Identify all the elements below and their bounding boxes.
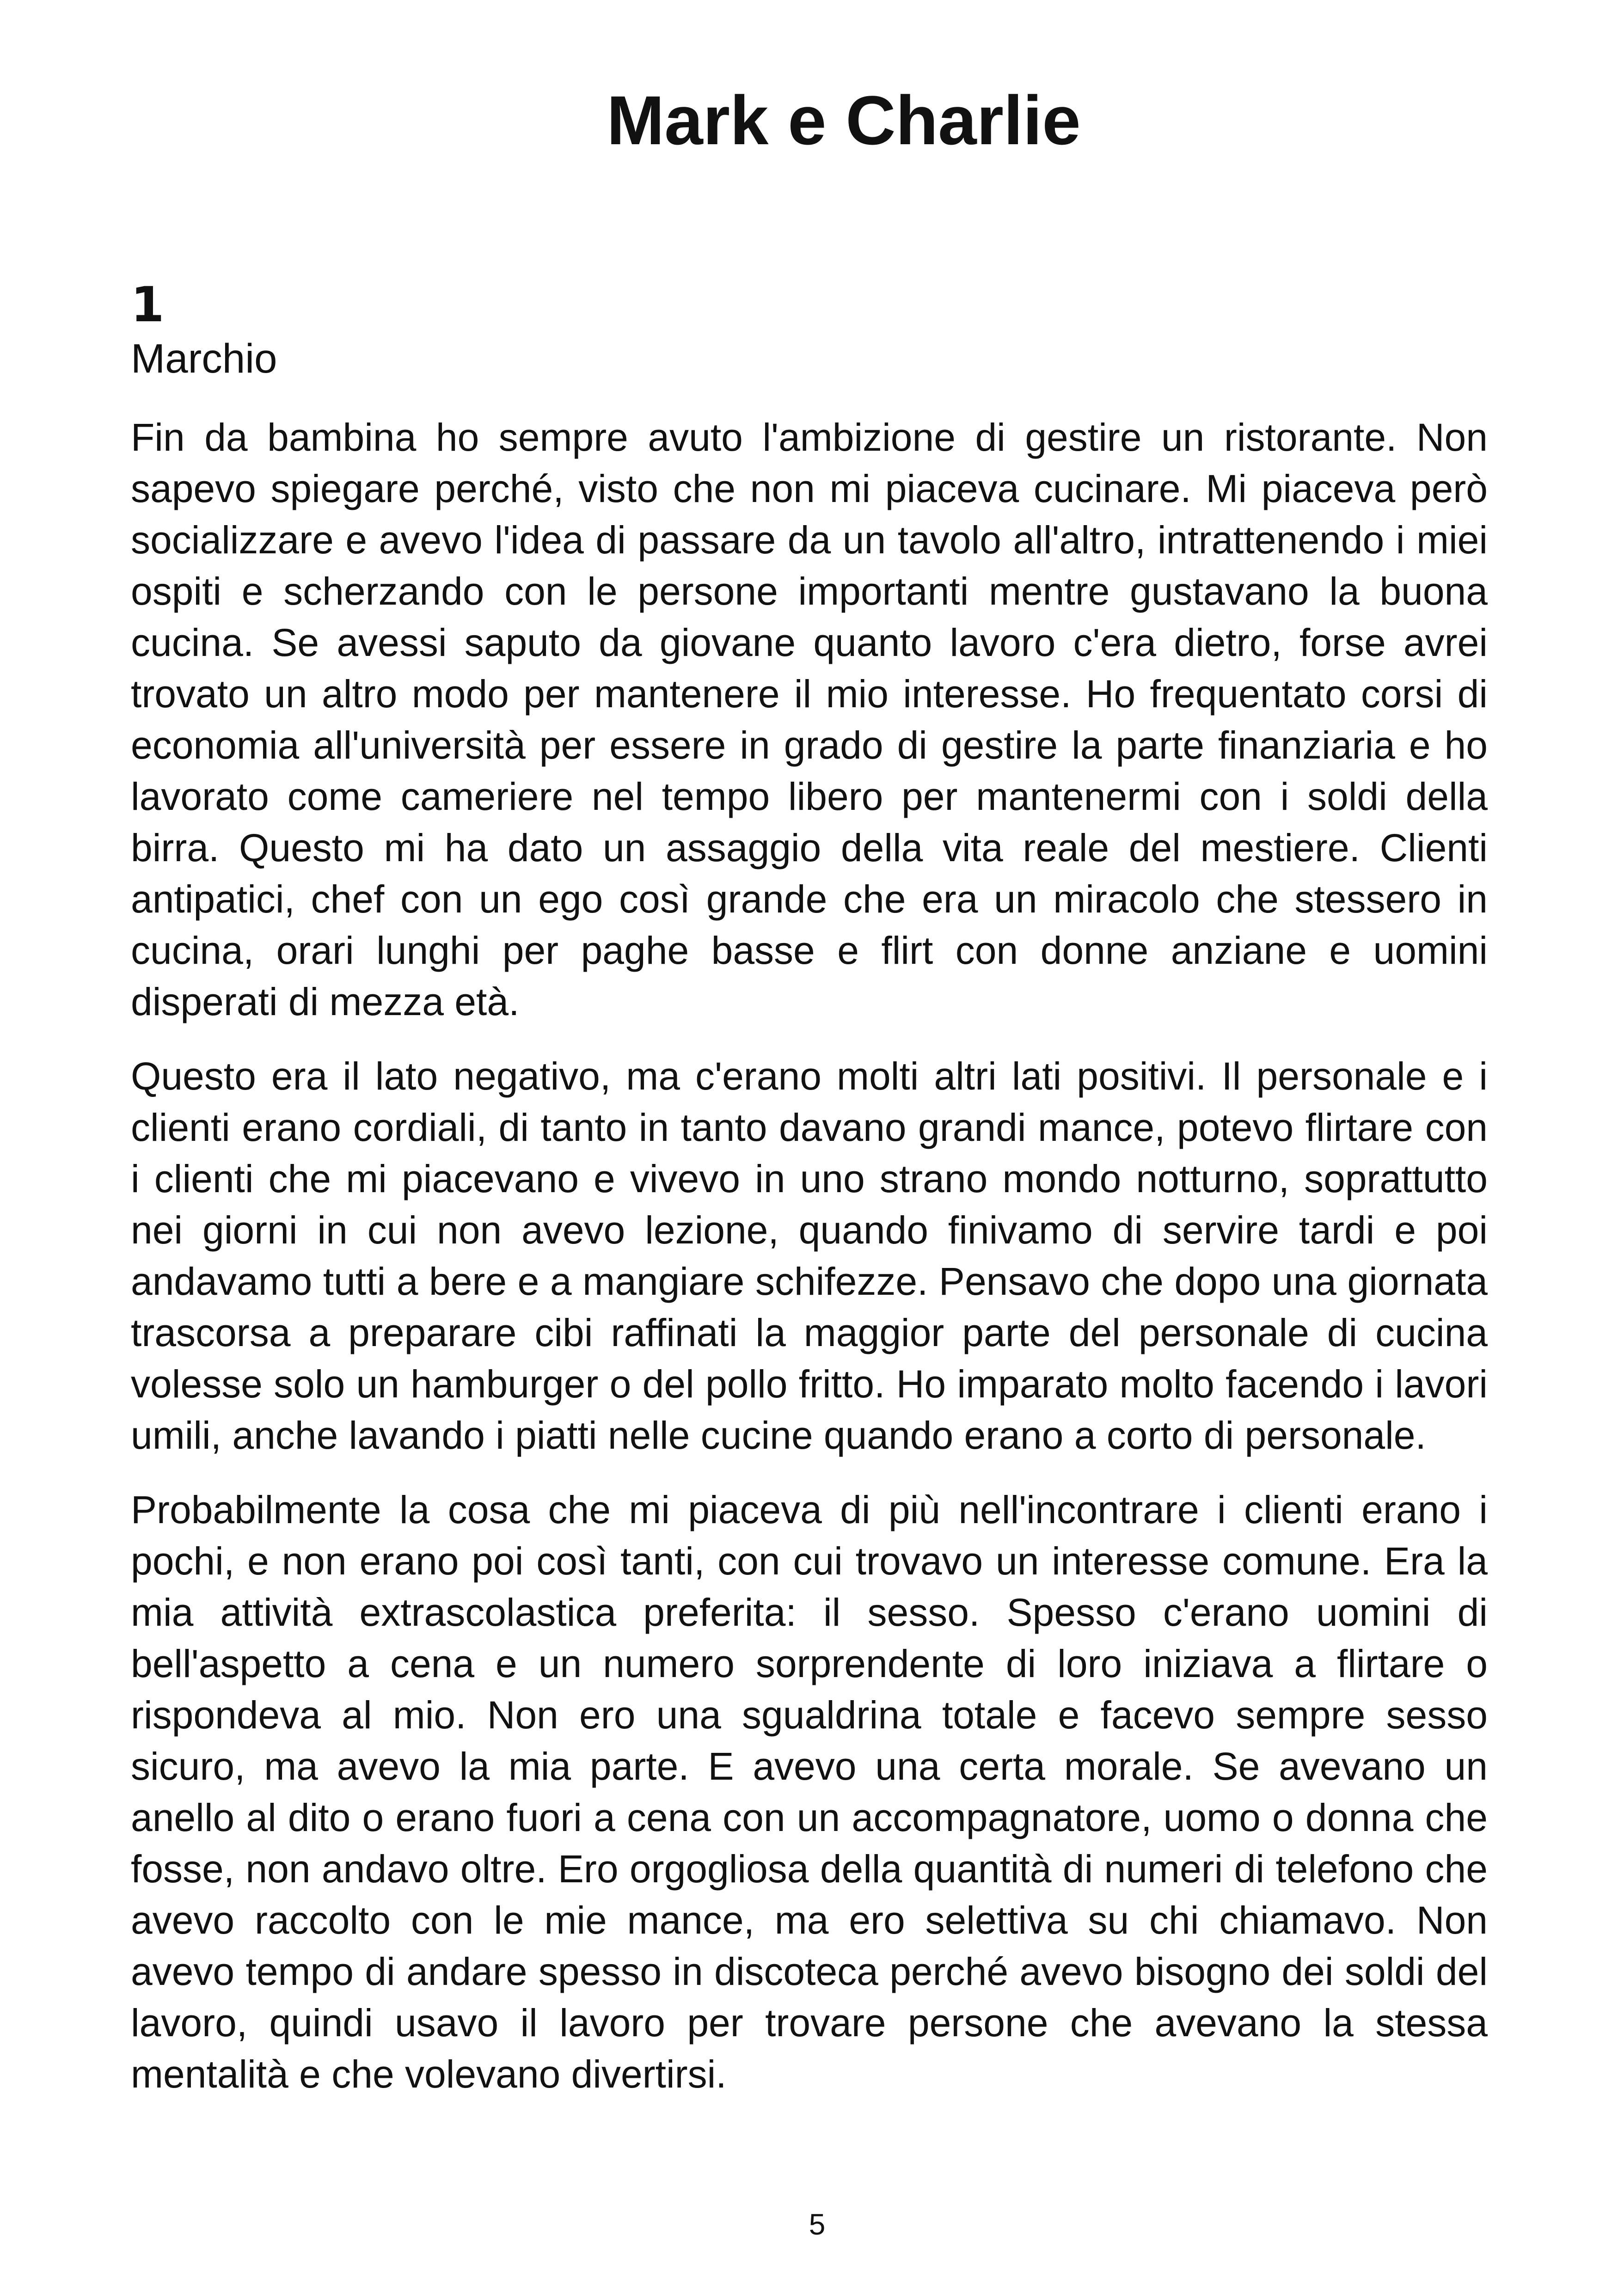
body-paragraph: Fin da bambina ho sempre avuto l'ambizione di gestire un ristorante. Non sapevo spiegare perché, visto che non mi piaceva cucinare. Mi piaceva però socializzare e avevo l'idea di passare da un tavolo all'altro, intrattenendo i miei ospiti e scherzando con le persone importanti mentre gustavano la buona cucina. Se avessi saputo da giovane quanto lavoro c'era dietro, forse avrei trovato un altro modo per mantenere il mio interesse. Ho frequentato corsi di economia all'università per essere in grado di gestire la parte finanziaria e ho lavorato come cameriere nel tempo libero per mantenermi con i soldi della birra. Questo mi ha dato un assaggio della vita reale del mestiere. Clienti antipatici, chef con un ego così grande che era un miracolo che stessero in cucina, orari lunghi per paghe basse e flirt con donne anziane e uomini disperati di mezza età. [131, 415, 1488, 1023]
body-paragraph: Probabilmente la cosa che mi piaceva di più nell'incontrare i clienti erano i pochi, e non erano poi così tanti, con cui trovavo un interesse comune. Era la mia attività extrascolastica preferita: il sesso. Spesso c'erano uomini di bell'aspetto a cena e un numero sorprendente di loro iniziava a flirtare o rispondeva al mio. Non ero una sgualdrina totale e facevo sempre sesso sicuro, ma avevo la mia parte. E avevo una certa morale. Se avevano un anello al dito o erano fuori a cena con un accompagnatore, uomo o donna che fosse, non andavo oltre. Ero orgogliosa della quantità di numeri di telefono che avevo raccolto con le mie mance, ma ero selettiva su chi chiamavo. Non avevo tempo di andare spesso in discoteca perché avevo bisogno dei soldi del lavoro, quindi usavo il lavoro per trovare persone che avevano la stessa mentalità e che volevano divertirsi. [131, 1488, 1488, 2096]
book-title: Mark e Charlie [607, 81, 1081, 159]
chapter-content [131, 277, 1488, 2123]
chapter-number: 1 [131, 276, 165, 333]
body-paragraph: Questo era il lato negativo, ma c'erano molti altri lati positivi. Il personale e i clienti erano cordiali, di tanto in tanto davano grandi mance, potevo flirtare con i clienti che mi piacevano e vivevo in uno strano mondo notturno, soprattutto nei giorni in cui non avevo lezione, quando finivamo di servire tardi e poi andavamo tutti a bere e a mangiare schifezze. Pensavo che dopo una giornata trascorsa a preparare cibi raffinati la maggior parte del personale di cucina volesse solo un hamburger o del pollo fritto. Ho imparato molto facendo i lavori umili, anche lavando i piatti nelle cucine quando erano a corto di personale. [131, 1054, 1488, 1457]
chapter-subtitle: Marchio [131, 335, 277, 381]
page-number: 5 [809, 2208, 826, 2241]
